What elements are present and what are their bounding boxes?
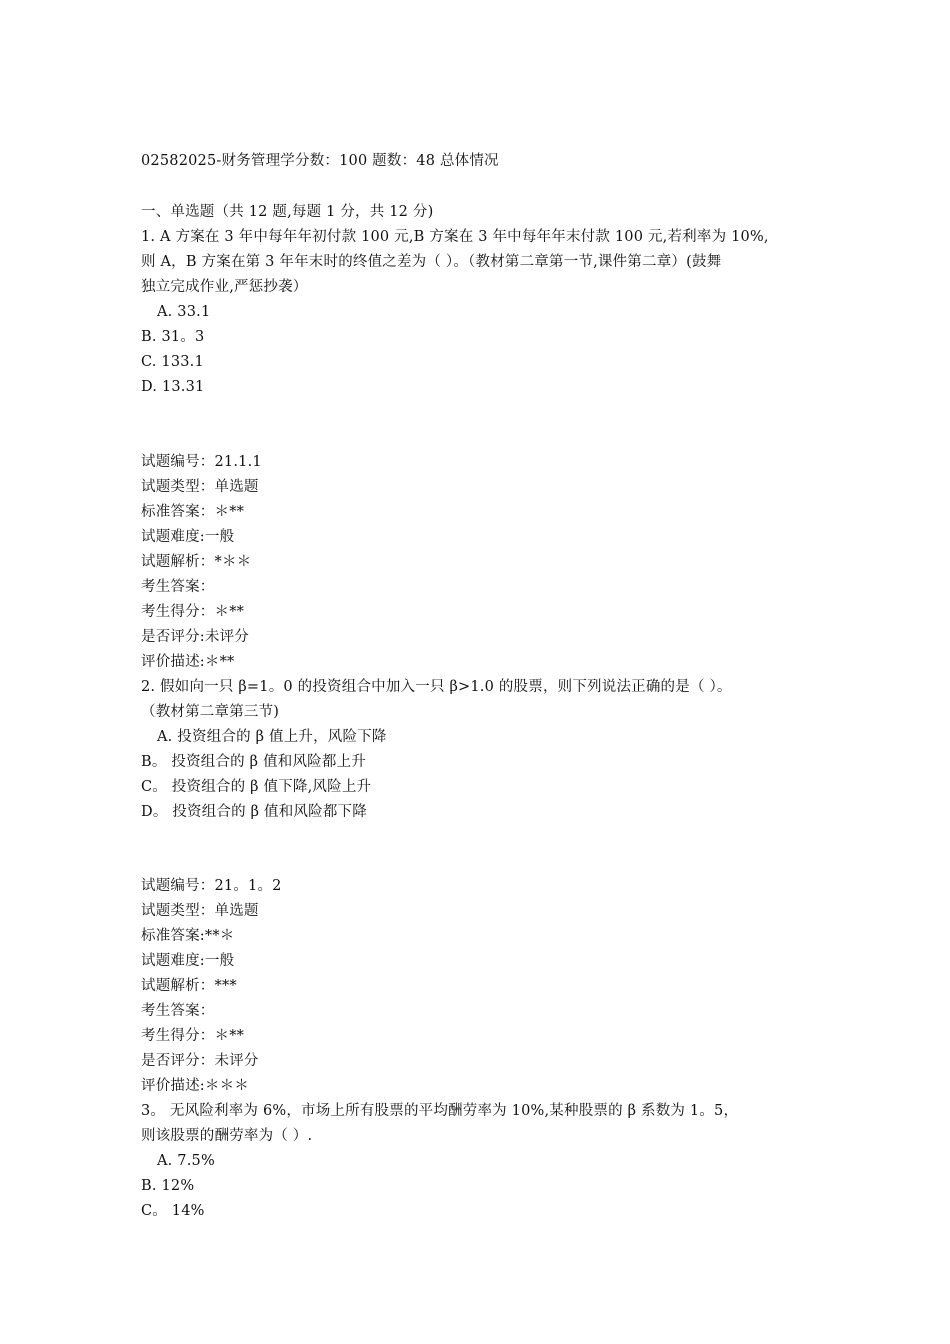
- question-1-option-c: C. 133.1: [141, 354, 204, 370]
- question-1-meta-analysis: 试题解析：*＊＊: [141, 554, 252, 570]
- question-2-meta-analysis: 试题解析：***: [141, 978, 237, 994]
- question-1-meta-score: 考生得分：＊**: [141, 604, 245, 620]
- question-2-meta-score: 考生得分：＊**: [141, 1028, 245, 1044]
- question-1-stem-line-1: 1. A 方案在 3 年中每年年初付款 100 元,B 方案在 3 年中每年年末付款 100 元,若利率为 10%,: [141, 229, 769, 245]
- question-3-option-a: A. 7.5%: [157, 1153, 215, 1169]
- question-1-meta-answer: 标准答案：＊**: [141, 504, 245, 520]
- question-3-option-c: C。 14%: [141, 1203, 205, 1219]
- question-1-meta-graded: 是否评分:未评分: [141, 629, 249, 645]
- question-3-stem-line-2: 则该股票的酬劳率为（ ）.: [141, 1128, 313, 1144]
- question-2-option-c: C。 投资组合的 β 值下降,风险上升: [141, 779, 372, 795]
- question-1-stem-line-2: 则 A，B 方案在第 3 年年末时的终值之差为（ ）。（教材第二章第一节,课件第二章）(鼓舞: [141, 254, 722, 270]
- section-heading: 一、单选题（共 12 题,每题 1 分，共 12 分): [141, 204, 434, 220]
- question-1-option-a: A. 33.1: [157, 304, 211, 320]
- question-1-meta-difficulty: 试题难度:一般: [141, 529, 235, 545]
- question-2-option-b: B。 投资组合的 β 值和风险都上升: [141, 754, 366, 770]
- question-2-meta-answer: 标准答案:**＊: [141, 928, 235, 944]
- question-2-stem-line-2: （教材第二章第三节): [141, 704, 280, 720]
- question-1-meta-type: 试题类型：单选题: [141, 479, 259, 495]
- question-1-stem-line-3: 独立完成作业,严惩抄袭）: [141, 279, 308, 295]
- document-title: 02582025-财务管理学分数：100 题数：48 总体情况: [141, 153, 499, 169]
- question-1-meta-student-answer: 考生答案：: [141, 579, 215, 595]
- question-2-option-d: D。 投资组合的 β 值和风险都下降: [141, 804, 367, 820]
- question-3-stem-line-1: 3。 无风险利率为 6%，市场上所有股票的平均酬劳率为 10%,某种股票的 β 系数为 1。5，: [141, 1103, 739, 1119]
- question-2-meta-type: 试题类型：单选题: [141, 903, 259, 919]
- question-1-option-b: B. 31。3: [141, 329, 205, 345]
- question-1-meta-id: 试题编号：21.1.1: [141, 454, 262, 470]
- question-3-option-b: B. 12%: [141, 1178, 195, 1194]
- question-2-meta-difficulty: 试题难度:一般: [141, 953, 235, 969]
- question-2-meta-student-answer: 考生答案：: [141, 1003, 215, 1019]
- question-2-meta-id: 试题编号：21。1。2: [141, 878, 282, 894]
- question-2-option-a: A. 投资组合的 β 值上升，风险下降: [157, 729, 387, 745]
- question-1-meta-comment: 评价描述:＊**: [141, 654, 235, 670]
- question-2-stem-line-1: 2. 假如向一只 β=1。0 的投资组合中加入一只 β>1.0 的股票，则下列说法正确的是（ ）。: [141, 679, 732, 695]
- question-1-option-d: D. 13.31: [141, 379, 205, 395]
- question-2-meta-graded: 是否评分：未评分: [141, 1053, 259, 1069]
- question-2-meta-comment: 评价描述:＊＊＊: [141, 1078, 249, 1094]
